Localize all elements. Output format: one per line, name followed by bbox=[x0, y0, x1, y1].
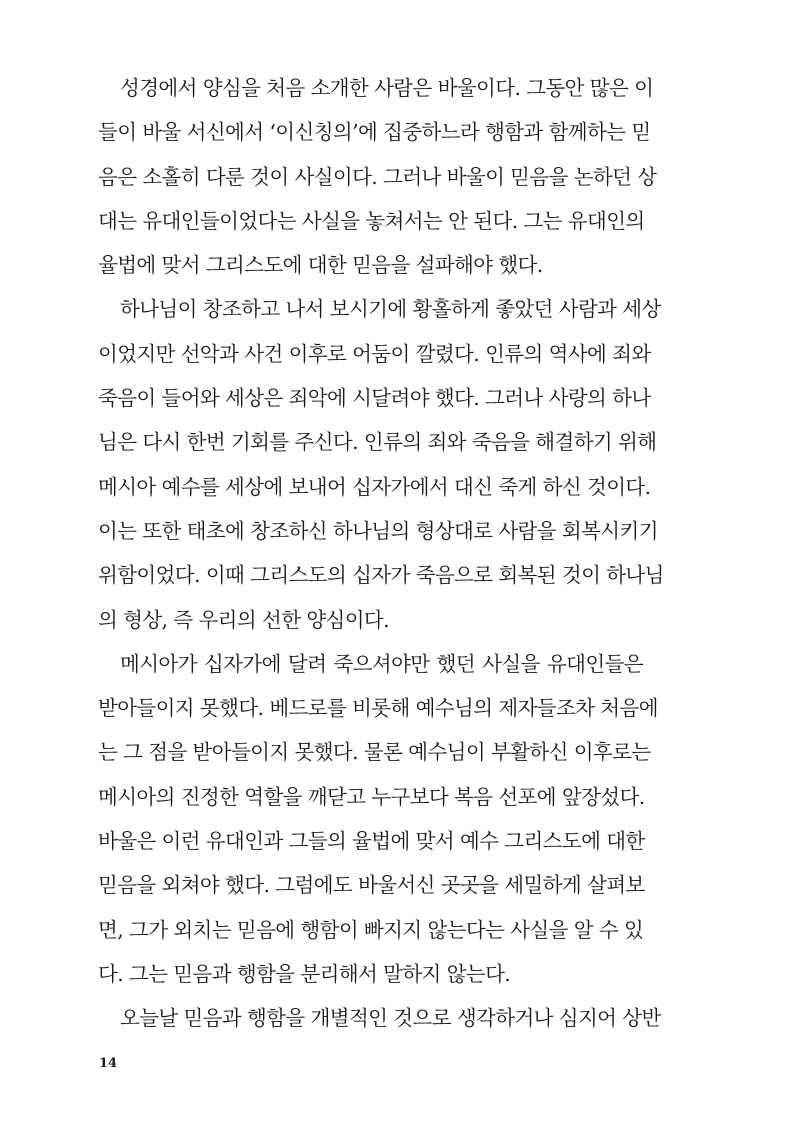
text-line: 하나님이 창조하고 나서 보시기에 황홀하게 좋았던 사람과 세상 bbox=[120, 297, 661, 322]
text-line: 죽음이 들어와 세상은 죄악에 시달려야 했다. 그러나 사랑의 하나 bbox=[98, 386, 651, 411]
text-line: 면, 그가 외치는 믿음에 행함이 빠지지 않는다는 사실을 알 수 있 bbox=[98, 917, 644, 942]
text-line: 율법에 맞서 그리스도에 대한 믿음을 설파해야 했다. bbox=[98, 253, 543, 278]
text-line: 메시아가 십자가에 달려 죽으셔야만 했던 사실을 유대인들은 bbox=[120, 651, 643, 676]
paragraph-1 bbox=[98, 66, 657, 287]
text-line: 위함이었다. 이때 그리스도의 십자가 죽음으로 회복된 것이 하나님 bbox=[98, 563, 664, 588]
text-line: 오늘날 믿음과 행함을 개별적인 것으로 생각하거나 심지어 상반 bbox=[120, 1006, 661, 1031]
text-line: 이었지만 선악과 사건 이후로 어둠이 깔렸다. 인류의 역사에 죄와 bbox=[98, 341, 651, 366]
text-line: 메시아 예수를 세상에 보내어 십자가에서 대신 죽게 하신 것이다. bbox=[98, 474, 651, 499]
text-line: 의 형상, 즉 우리의 선한 양심이다. bbox=[98, 607, 390, 632]
body-text bbox=[98, 66, 664, 1041]
text-line: 는 그 점을 받아들이지 못했다. 물론 예수님이 부활하신 이후로는 bbox=[98, 740, 651, 765]
text-line: 메시아의 진정한 역할을 깨닫고 누구보다 복음 선포에 앞장섰다. bbox=[98, 784, 645, 809]
paragraph-4 bbox=[98, 996, 661, 1040]
page-number: 14 bbox=[99, 1056, 118, 1071]
text-line: 믿음을 외쳐야 했다. 그럼에도 바울서신 곳곳을 세밀하게 살펴보 bbox=[98, 873, 645, 898]
text-line: 다. 그는 믿음과 행함을 분리해서 말하지 않는다. bbox=[98, 961, 511, 986]
paragraph-2 bbox=[98, 287, 664, 641]
text-line: 바울은 이런 유대인과 그들의 율법에 맞서 예수 그리스도에 대한 bbox=[98, 829, 645, 854]
text-line: 대는 유대인들이었다는 사실을 놓쳐서는 안 된다. 그는 유대인의 bbox=[98, 208, 645, 233]
text-line: 음은 소홀히 다룬 것이 사실이다. 그러나 바울이 믿음을 논하던 상 bbox=[98, 164, 657, 189]
paragraph-3 bbox=[98, 642, 658, 996]
text-line: 성경에서 양심을 처음 소개한 사람은 바울이다. 그동안 많은 이 bbox=[120, 76, 654, 100]
text-line: 받아들이지 못했다. 베드로를 비롯해 예수님의 제자들조차 처음에 bbox=[98, 696, 658, 721]
text-line: 들이 바울 서신에서 ‘이신칭의’에 집중하느라 행함과 함께하는 믿 bbox=[98, 120, 651, 145]
text-line: 이는 또한 태초에 창조하신 하나님의 형상대로 사람을 회복시키기 bbox=[98, 518, 658, 543]
text-line: 님은 다시 한번 기회를 주신다. 인류의 죄와 죽음을 해결하기 위해 bbox=[98, 430, 657, 455]
